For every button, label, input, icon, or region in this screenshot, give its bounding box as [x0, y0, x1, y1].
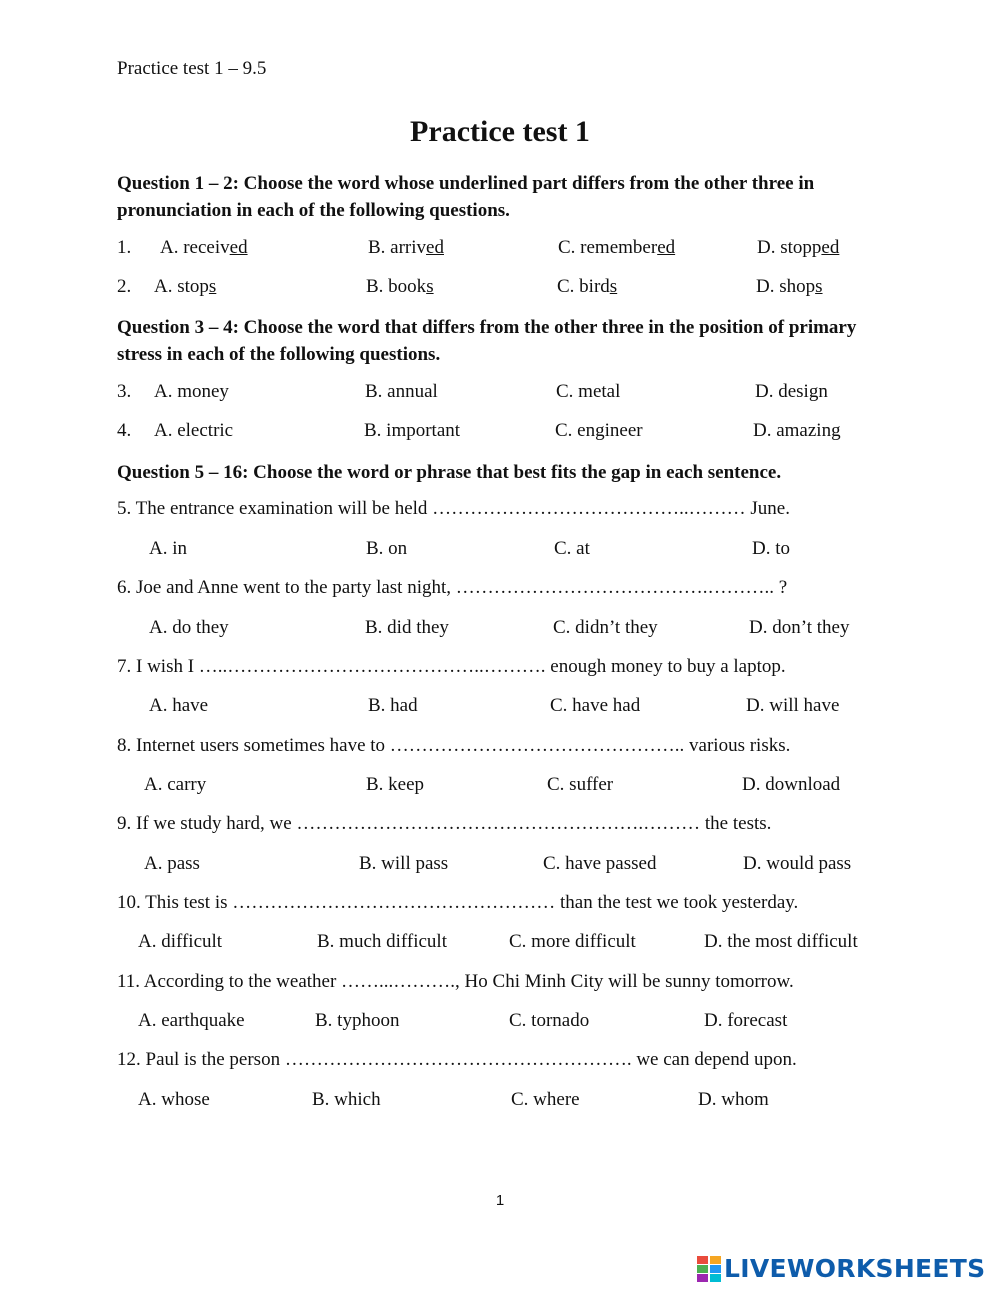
option-c[interactable]: C. where [511, 1089, 580, 1110]
option-b[interactable]: B. typhoon [315, 1010, 400, 1031]
logo-blocks-icon [697, 1256, 721, 1282]
option-d[interactable]: D. amazing [753, 420, 841, 441]
underlined-part: ed [229, 237, 248, 258]
logo-text: LIVEWORKSHEETS [724, 1254, 986, 1283]
option-a[interactable] [154, 276, 216, 298]
option-text: B. book [366, 276, 427, 297]
option-b[interactable]: B. had [368, 695, 418, 716]
option-c[interactable]: C. engineer [555, 420, 643, 441]
option-text: B. arriv [368, 237, 427, 258]
underlined-part: ed [657, 237, 676, 258]
option-c[interactable]: C. didn’t they [553, 617, 658, 638]
option-a[interactable]: A. in [149, 538, 187, 559]
page-number: 1 [495, 1192, 505, 1209]
page-header: Practice test 1 – 9.5 [117, 58, 267, 79]
option-a[interactable]: A. earthquake [138, 1010, 245, 1031]
option-c[interactable]: C. have passed [543, 853, 657, 874]
option-text: C. bird [557, 276, 610, 297]
option-b[interactable]: B. did they [365, 617, 449, 638]
option-c[interactable] [558, 237, 675, 259]
option-text: A. receiv [160, 237, 230, 258]
question-stem: 8. Internet users sometimes have to ……………………………………….. various risks. [117, 735, 791, 756]
underlined-part: s [426, 276, 434, 297]
page-title: Practice test 1 [410, 115, 590, 148]
option-d[interactable] [757, 237, 839, 259]
option-b[interactable]: B. which [312, 1089, 381, 1110]
option-c[interactable]: C. tornado [509, 1010, 590, 1031]
option-d[interactable]: D. whom [698, 1089, 769, 1110]
option-d[interactable]: D. forecast [704, 1010, 788, 1031]
option-d[interactable]: D. design [755, 381, 828, 402]
question-stem: 12. Paul is the person ………………………………………………. we can depend upon. [117, 1049, 797, 1070]
option-a[interactable]: A. money [154, 381, 229, 402]
question-stem: 6. Joe and Anne went to the party last night, ………………………………….……….. ? [117, 577, 788, 598]
option-d[interactable]: D. will have [746, 695, 840, 716]
option-d[interactable]: D. the most difficult [704, 931, 858, 952]
option-c[interactable]: C. at [554, 538, 590, 559]
instruction-q1-2: Question 1 – 2: Choose the word whose underlined part differs from the other three in pronunciation in each of the following questions. [117, 173, 815, 221]
option-text: D. shop [756, 276, 816, 297]
instruction-q3-4: Question 3 – 4: Choose the word that differs from the other three in the position of primary stress in each of the following questions. [117, 317, 857, 365]
question-stem: 10. This test is …………………………………………… than the test we took yesterday. [117, 892, 799, 913]
option-c[interactable]: C. suffer [547, 774, 614, 795]
question-stem: 7. I wish I …..…………………………………..………. enough money to buy a laptop. [117, 656, 786, 677]
underlined-part: ed [426, 237, 444, 258]
option-text: A. stop [154, 276, 209, 297]
question-stem: 9. If we study hard, we ……………………………………………….……… the tests. [117, 813, 772, 834]
option-c[interactable]: C. metal [556, 381, 621, 402]
option-b[interactable]: B. will pass [359, 853, 449, 874]
option-a[interactable]: A. whose [138, 1089, 210, 1110]
option-a[interactable] [160, 237, 248, 259]
option-a[interactable]: A. have [149, 695, 209, 716]
question-number: 4. [117, 420, 132, 441]
option-b[interactable]: B. on [366, 538, 408, 559]
option-c[interactable]: C. have had [550, 695, 641, 716]
option-c[interactable]: C. more difficult [509, 931, 636, 952]
option-b[interactable]: B. important [364, 420, 461, 441]
option-d[interactable]: D. download [742, 774, 841, 795]
option-d[interactable]: D. don’t they [749, 617, 850, 638]
option-a[interactable]: A. carry [144, 774, 207, 795]
option-b[interactable]: B. keep [366, 774, 425, 795]
option-b[interactable]: B. much difficult [317, 931, 447, 952]
option-b[interactable]: B. annual [365, 381, 438, 402]
option-b[interactable] [368, 237, 444, 259]
option-a[interactable]: A. pass [144, 853, 200, 874]
question-stem: 11. According to the weather ……...………., Ho Chi Minh City will be sunny tomorrow. [117, 971, 794, 992]
option-a[interactable]: A. difficult [138, 931, 223, 952]
option-a[interactable]: A. electric [154, 420, 234, 441]
instruction-q5-16: Question 5 – 16: Choose the word or phrase that best fits the gap in each sentence. [117, 462, 782, 483]
question-stem: 5. The entrance examination will be held …………………………………..……… June. [117, 498, 790, 519]
underlined-part: s [208, 276, 217, 297]
option-d[interactable] [756, 276, 823, 298]
option-b[interactable] [366, 276, 434, 298]
underlined-part: ed [821, 237, 840, 258]
question-number: 2. [117, 276, 132, 297]
option-a[interactable]: A. do they [149, 617, 229, 638]
underlined-part: s [815, 276, 823, 297]
option-d[interactable]: D. would pass [743, 853, 852, 874]
underlined-part: s [609, 276, 618, 297]
question-number: 3. [117, 381, 132, 402]
option-text: D. stopp [757, 237, 822, 258]
option-c[interactable] [557, 276, 617, 298]
option-d[interactable]: D. to [752, 538, 790, 559]
question-number: 1. [117, 237, 132, 258]
option-text: C. remember [558, 237, 658, 258]
